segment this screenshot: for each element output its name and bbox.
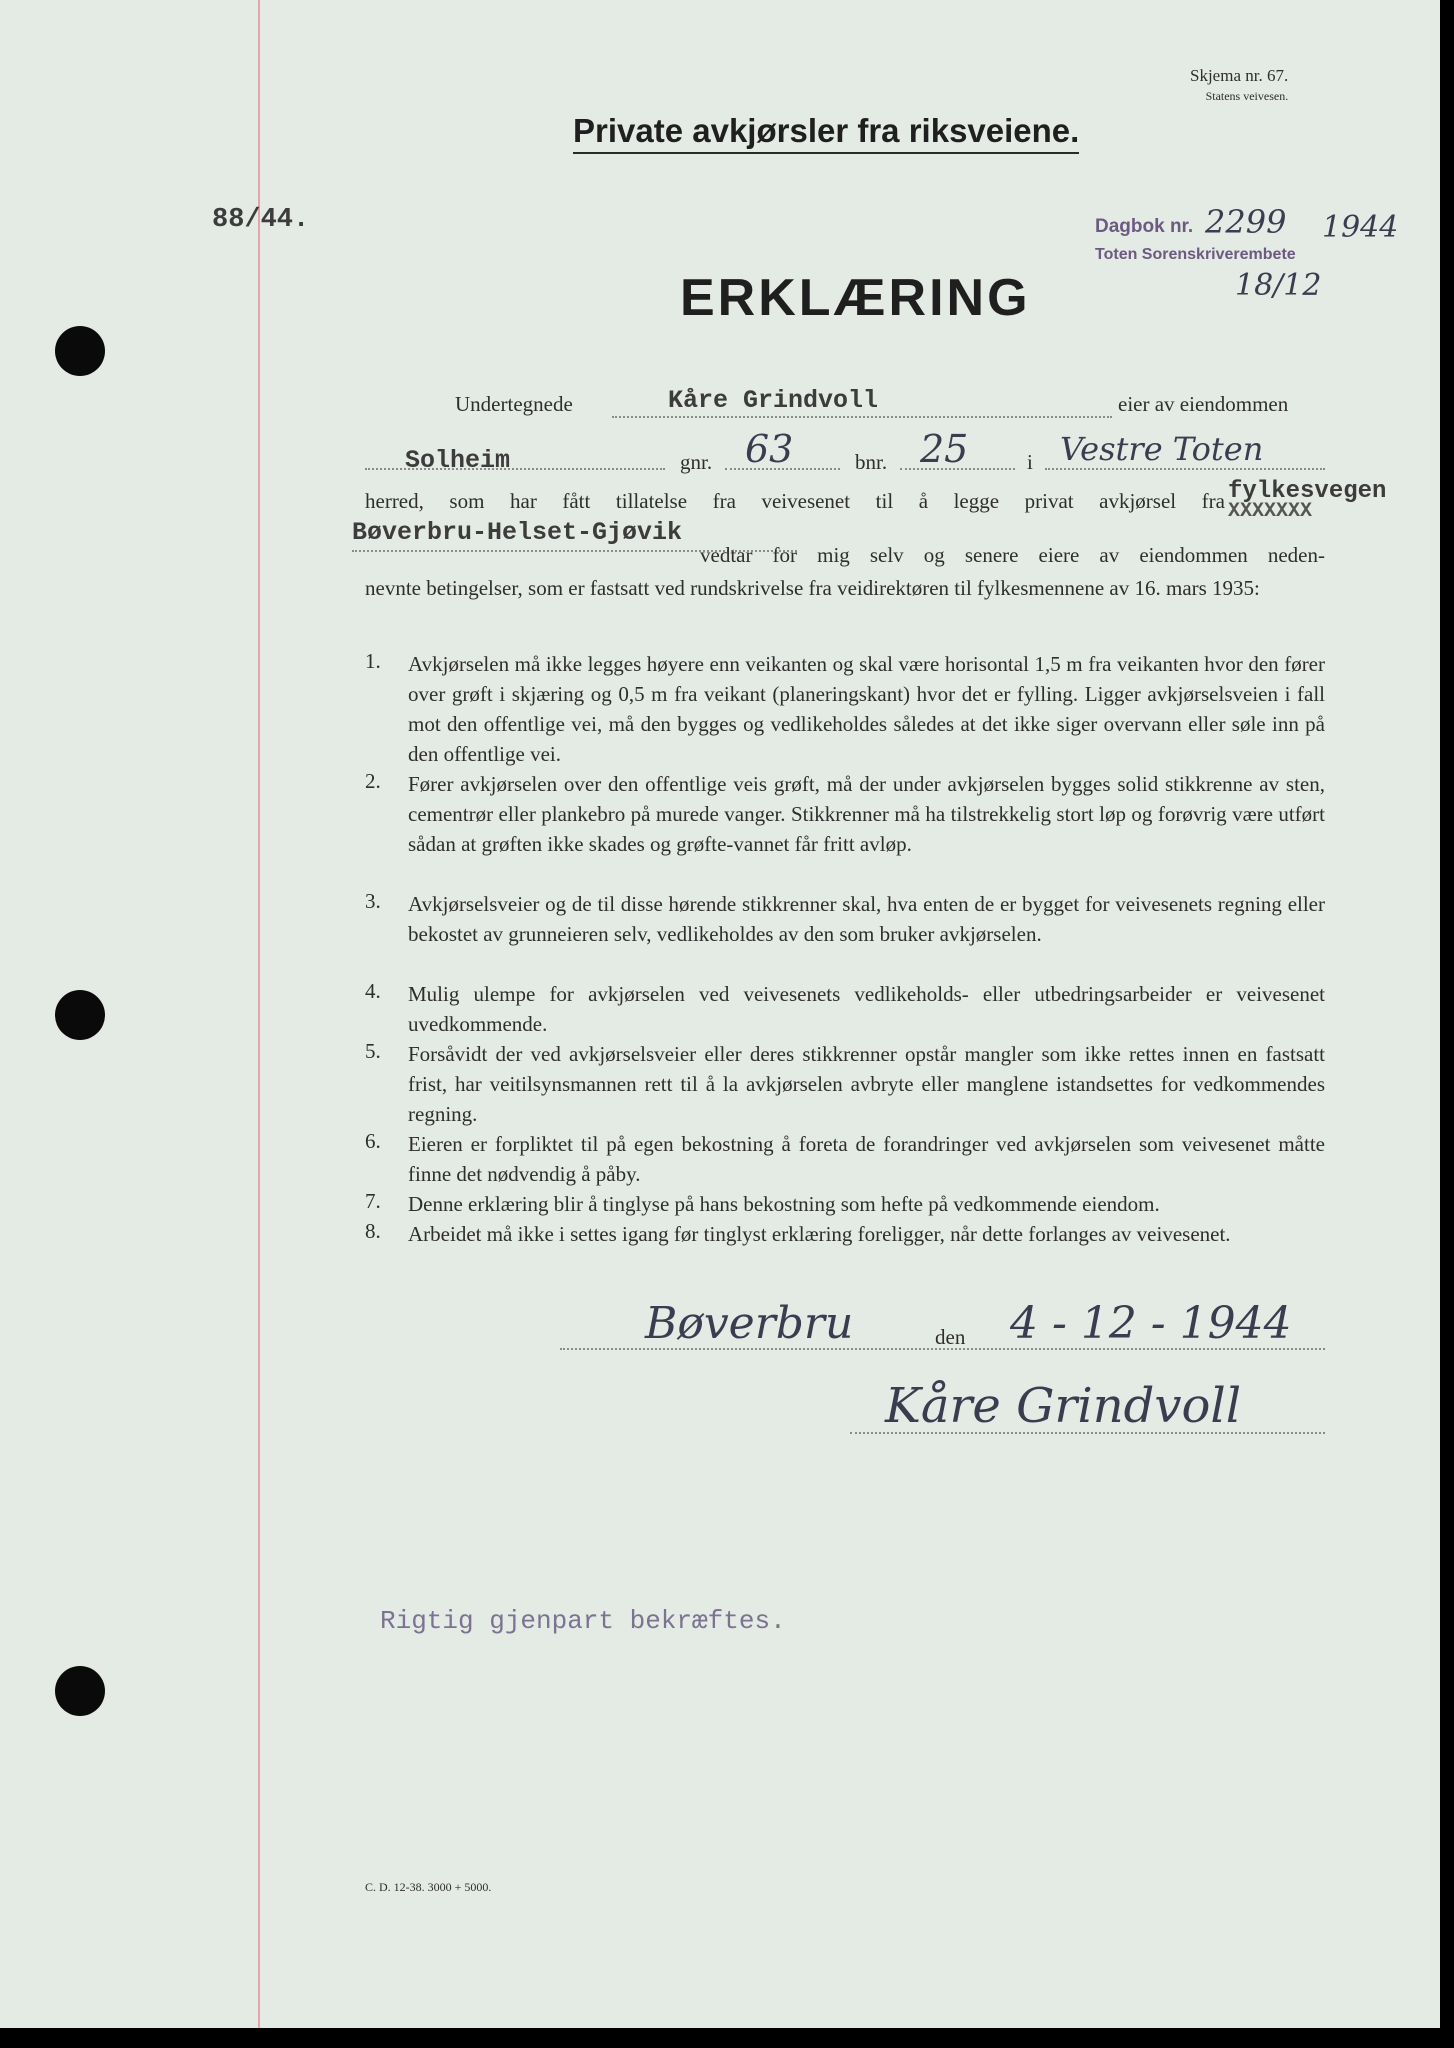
dagbok-year: 1944	[1322, 210, 1399, 245]
footer-code: C. D. 12-38. 3000 + 5000.	[365, 1880, 492, 1894]
municipality: Vestre Toten	[1060, 430, 1264, 468]
undertegnede-label: Undertegnede	[455, 392, 573, 416]
vedtar-rest: nevnte betingelser, som er fastsatt ved rundskrivelse fra veidirektøren til fylkesmennene av 16. mars 1935:	[365, 576, 1260, 600]
condition-text: Mulig ulempe for avkjørselen ved veivesenets vedlikeholds- eller utbedringsarbeider er veivesenet uvedkommende.	[408, 982, 1325, 1036]
signature-date: 4 - 12 - 1944	[1010, 1298, 1292, 1349]
gnr-value: 63	[745, 427, 794, 471]
road-name: Bøverbru-Helset-Gjøvik	[352, 518, 683, 547]
vedtar-line1: vedtar for mig selv og senere eiere av eiendommen neden-	[700, 543, 1325, 567]
signature-name: Kåre Grindvoll	[885, 1378, 1242, 1434]
condition-number: 7.	[365, 1189, 381, 1213]
case-number: 88/44.	[212, 205, 310, 235]
dagbok-office: Toten Sorenskriverembete	[1095, 246, 1296, 263]
margin-line	[258, 0, 260, 2028]
property-name: Solheim	[405, 446, 511, 475]
form-heading: Private avkjørsler fra riksveiene.	[573, 112, 1079, 154]
name-dots	[612, 416, 1112, 418]
condition-number: 6.	[365, 1129, 381, 1153]
eier-label: eier av eiendommen	[1118, 392, 1289, 416]
dagbok-label: Dagbok nr.	[1095, 216, 1194, 237]
condition-text: Avkjørselen må ikke legges høyere enn veikanten og skal være horisontal 1,5 m fra veikanten hvor den fører over grøft i skjæring og 0,5 m fra veikant (planeringskant) hvor det er fylling. Ligger avkjørselsveien i fall mot den offentlige vei, må den bygges og vedlikeholdes således at det ikke siger overvann eller søle inn på den offentlige vei.	[408, 652, 1325, 766]
den-label: den	[935, 1325, 966, 1349]
dagbok-date: 18/12	[1235, 268, 1322, 303]
condition-text: Arbeidet må ikke i settes igang før tinglyst erklæring foreligger, når dette forlanges av veivesenet.	[408, 1222, 1231, 1246]
dagbok-number: 2299	[1205, 203, 1287, 241]
condition-text: Denne erklæring blir å tinglyse på hans bekostning som hefte på vedkommende eiendom.	[408, 1192, 1160, 1216]
municipality-dots	[1045, 468, 1325, 470]
punch-hole	[55, 1666, 105, 1716]
signature-place: Bøverbru	[645, 1298, 854, 1349]
condition-text: Forsåvidt der ved avkjørselsveier eller deres stikkrenner opstår mangler som ikke rettes innen en fastsatt frist, har veitilsynsmannen rett til å la avkjørselen avbryte eller manglene istandsettes for vedkommendes regning.	[408, 1042, 1325, 1126]
condition-number: 2.	[365, 769, 381, 793]
condition-text: Avkjørselsveier og de til disse hørende stikkrenner skal, hva enten de er bygget for veivesenets regning eller bekostet av grunneieren selv, vedlikeholdes av den som bruker avkjørselen.	[408, 892, 1325, 946]
condition-number: 1.	[365, 649, 381, 673]
condition-number: 5.	[365, 1039, 381, 1063]
certification-stamp: Rigtig gjenpart bekræftes.	[380, 1606, 786, 1636]
road-type-struck: XXXXXXX	[1228, 500, 1313, 523]
condition-number: 4.	[365, 979, 381, 1003]
punch-hole	[55, 326, 105, 376]
i-label: i	[1027, 450, 1033, 474]
punch-hole	[55, 990, 105, 1040]
road-type: fylkesvegen	[1228, 478, 1387, 505]
dagbok-stamp	[1095, 216, 1193, 238]
condition-text: Eieren er forpliktet til på egen bekostning å foreta de forandringer ved avkjørselen som veivesenet måtte finne det nødvendig å påby.	[408, 1132, 1325, 1186]
bnr-label: bnr.	[855, 450, 888, 474]
document-title: ERKLÆRING	[680, 269, 1031, 327]
owner-name: Kåre Grindvoll	[668, 386, 879, 415]
condition-number: 3.	[365, 889, 381, 913]
form-agency: Statens veivesen.	[1205, 89, 1289, 103]
gnr-label: gnr.	[680, 450, 713, 474]
condition-number: 8.	[365, 1219, 381, 1243]
form-number: Skjema nr. 67.	[1190, 66, 1289, 85]
herred-text: herred, som har fått tillatelse fra veivesenet til å legge privat avkjørsel fra	[365, 489, 1225, 513]
form-id	[1190, 66, 1288, 106]
bnr-value: 25	[920, 427, 969, 471]
condition-text: Fører avkjørselen over den offentlige veis grøft, må der under avkjørselen bygges solid stikkrenne av sten, cementrør eller plankebro på murede vanger. Stikkrenner må ha tilstrekkelig stort løp og forøvrig være utført sådan at grøften ikke skades og grøfte-vannet får fritt avløp.	[408, 772, 1325, 856]
